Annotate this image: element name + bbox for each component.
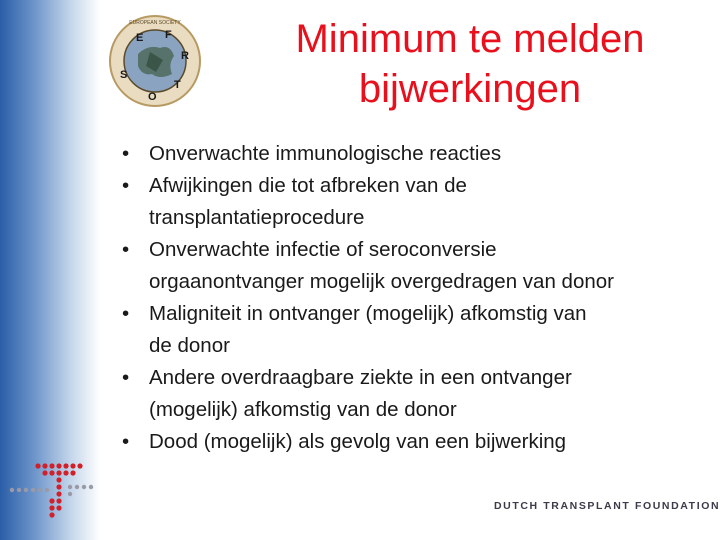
bullet-line: Maligniteit in ontvanger (mogelijk) afkomstig van: [149, 302, 587, 325]
seal-letter: R: [181, 50, 189, 62]
bullet-dot: •: [122, 238, 130, 261]
seal-letter: F: [165, 29, 172, 41]
bullet-line: Dood (mogelijk) als gevolg van een bijwerking: [149, 430, 567, 453]
seal-letter: E: [136, 32, 144, 44]
bullet-line: Andere overdraagbare ziekte in een ontvanger: [149, 366, 572, 389]
bullet-item: [118, 426, 708, 458]
bullet-line: Afwijkingen die tot afbreken van de: [149, 174, 467, 197]
bullet-item: [118, 170, 708, 234]
esot-seal-logo: [108, 14, 202, 108]
bullet-line: (mogelijk) afkomstig van de donor: [149, 398, 457, 421]
bullet-list: [118, 138, 708, 458]
seal-letter: T: [174, 79, 181, 91]
bullet-line: transplantatieprocedure: [149, 206, 365, 229]
bullet-item: [118, 298, 708, 362]
seal-letter: O: [148, 91, 157, 103]
seal-ring-text: EUROPEAN SOCIETY: [129, 20, 181, 26]
bullet-line: orgaanontvanger mogelijk overgedragen van donor: [149, 270, 614, 293]
title-line: Minimum te melden: [295, 17, 645, 61]
bullet-line: de donor: [149, 334, 230, 357]
title-line: bijwerkingen: [358, 67, 582, 111]
slide-title: [250, 14, 690, 114]
footer-foundation-name: DUTCH TRANSPLANT FOUNDATION: [494, 500, 720, 512]
bullet-line: Onverwachte infectie of seroconversie: [149, 238, 497, 261]
bullet-dot: •: [122, 142, 130, 165]
transplant-dot-logo: [8, 462, 98, 522]
bullet-item: [118, 138, 708, 170]
left-gradient-band: [0, 0, 100, 540]
seal-letter: S: [120, 69, 128, 81]
bullet-dot: •: [122, 366, 130, 389]
bullet-dot: •: [122, 302, 130, 325]
bullet-dot: •: [122, 430, 130, 453]
bullet-dot: •: [122, 174, 130, 197]
bullet-item: [118, 362, 708, 426]
bullet-item: [118, 234, 708, 298]
bullet-line: Onverwachte immunologische reacties: [149, 142, 502, 165]
